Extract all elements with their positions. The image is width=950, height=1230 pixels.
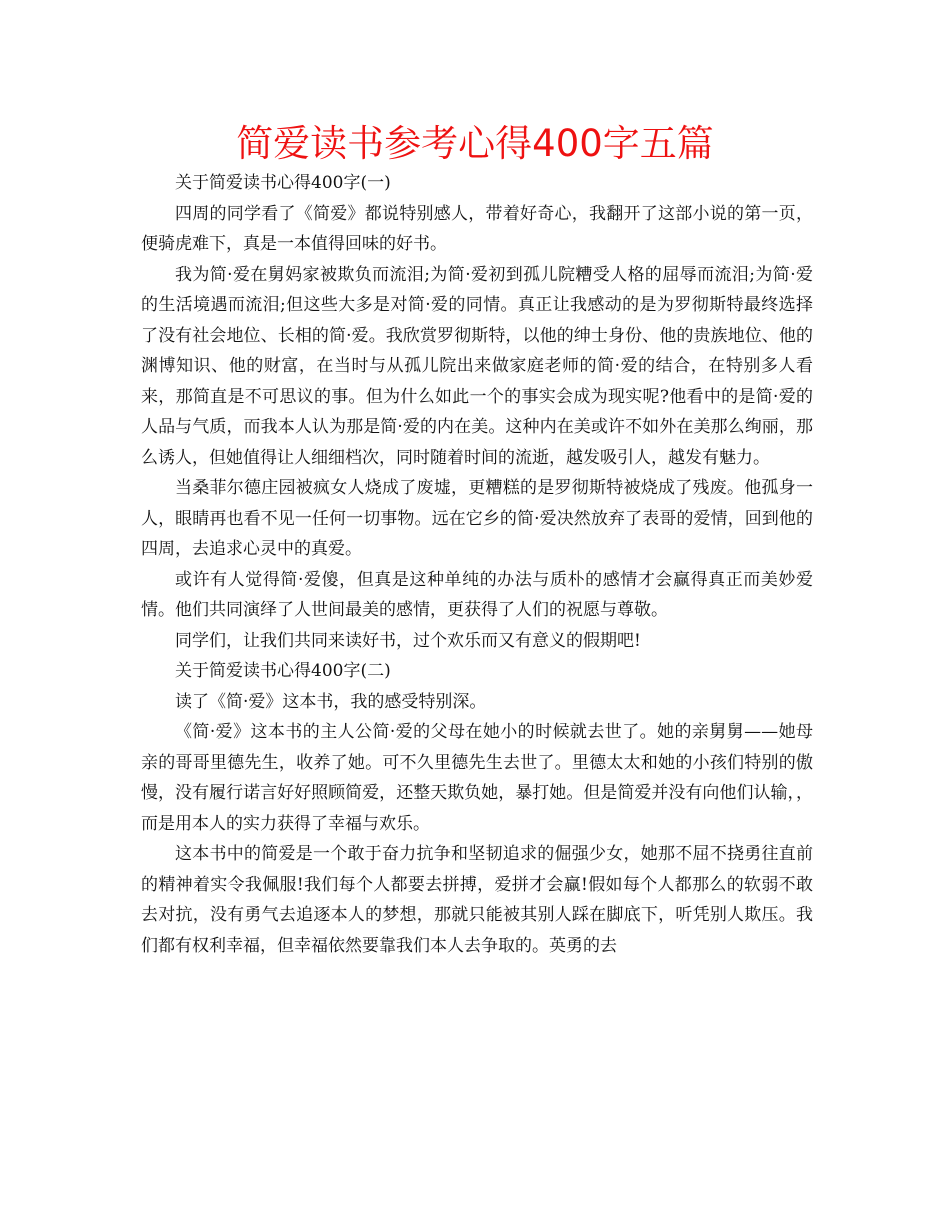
document-body: [141, 168, 813, 961]
paragraph: 这本书中的简爱是一个敢于奋力抗争和坚韧追求的倔强少女，她那不屈不挠勇往直前的精神着实令我佩服!我们每个人都要去拼搏，爱拼才会赢!假如每个人都那么的软弱不敢去对抗，没有勇气去追逐本人的梦想，那就只能被其别人踩在脚底下，听凭别人欺压。我们都有权利幸福，但幸福依然要靠我们本人去争取的。英勇的去: [141, 844, 813, 956]
document-title: 简爱读书参考心得400字五篇: [236, 122, 714, 165]
section-heading-1: 关于简爱读书心得400字(一): [175, 173, 391, 193]
paragraph: 我为简·爱在舅妈家被欺负而流泪;为简·爱初到孤儿院糟受人格的屈辱而流泪;为简·爱的生活境遇而流泪;但这些大多是对简·爱的同情。真正让我感动的是为罗彻斯特最终选择了没有社会地位、长相的简·爱。我欣赏罗彻斯特，以他的绅士身份、他的贵族地位、他的渊博知识、他的财富，在当时与从孤儿院出来做家庭老师的简·爱的结合，在特别多人看来，那简直是不可思议的事。但为什么如此一个的事实会成为现实呢?他看中的是简·爱的人品与气质，而我本人认为那是简·爱的内在美。这种内在美或许不如外在美那么绚丽，那么诱人，但她值得让人细细档次，同时随着时间的流逝，越发吸引人，越发有魅力。: [141, 264, 813, 468]
paragraph: 同学们，让我们共同来读好书，过个欢乐而又有意义的假期吧!: [175, 630, 641, 651]
paragraph: 四周的同学看了《简爱》都说特别感人，带着好奇心，我翻开了这部小说的第一页，便骑虎难下，真是一本值得回味的好书。: [141, 203, 813, 254]
paragraph: 读了《简·爱》这本书，我的感受特别深。: [175, 691, 487, 712]
paragraph: 当桑菲尔德庄园被疯女人烧成了废墟，更糟糕的是罗彻斯特被烧成了残废。他孤身一人，眼睛再也看不见一任何一切事物。远在它乡的简·爱决然放弃了表哥的爱情，回到他的四周，去追求心灵中的真爱。: [141, 478, 813, 559]
paragraph: 《简·爱》这本书的主人公简·爱的父母在她小的时候就去世了。她的亲舅舅——她母亲的哥哥里德先生，收养了她。可不久里德先生去世了。里德太太和她的小孩们特别的傲慢，没有履行诺言好好照顾简爱，还整天欺负她，暴打她。但是简爱并没有向他们认输，，而是用本人的实力获得了幸福与欢乐。: [141, 722, 813, 834]
section-heading-2: 关于简爱读书心得400字(二): [175, 661, 391, 681]
paragraph: 或许有人觉得简·爱傻，但真是这种单纯的办法与质朴的感情才会赢得真正而美妙爱情。他们共同演绎了人世间最美的感情，更获得了人们的祝愿与尊敬。: [141, 569, 813, 620]
